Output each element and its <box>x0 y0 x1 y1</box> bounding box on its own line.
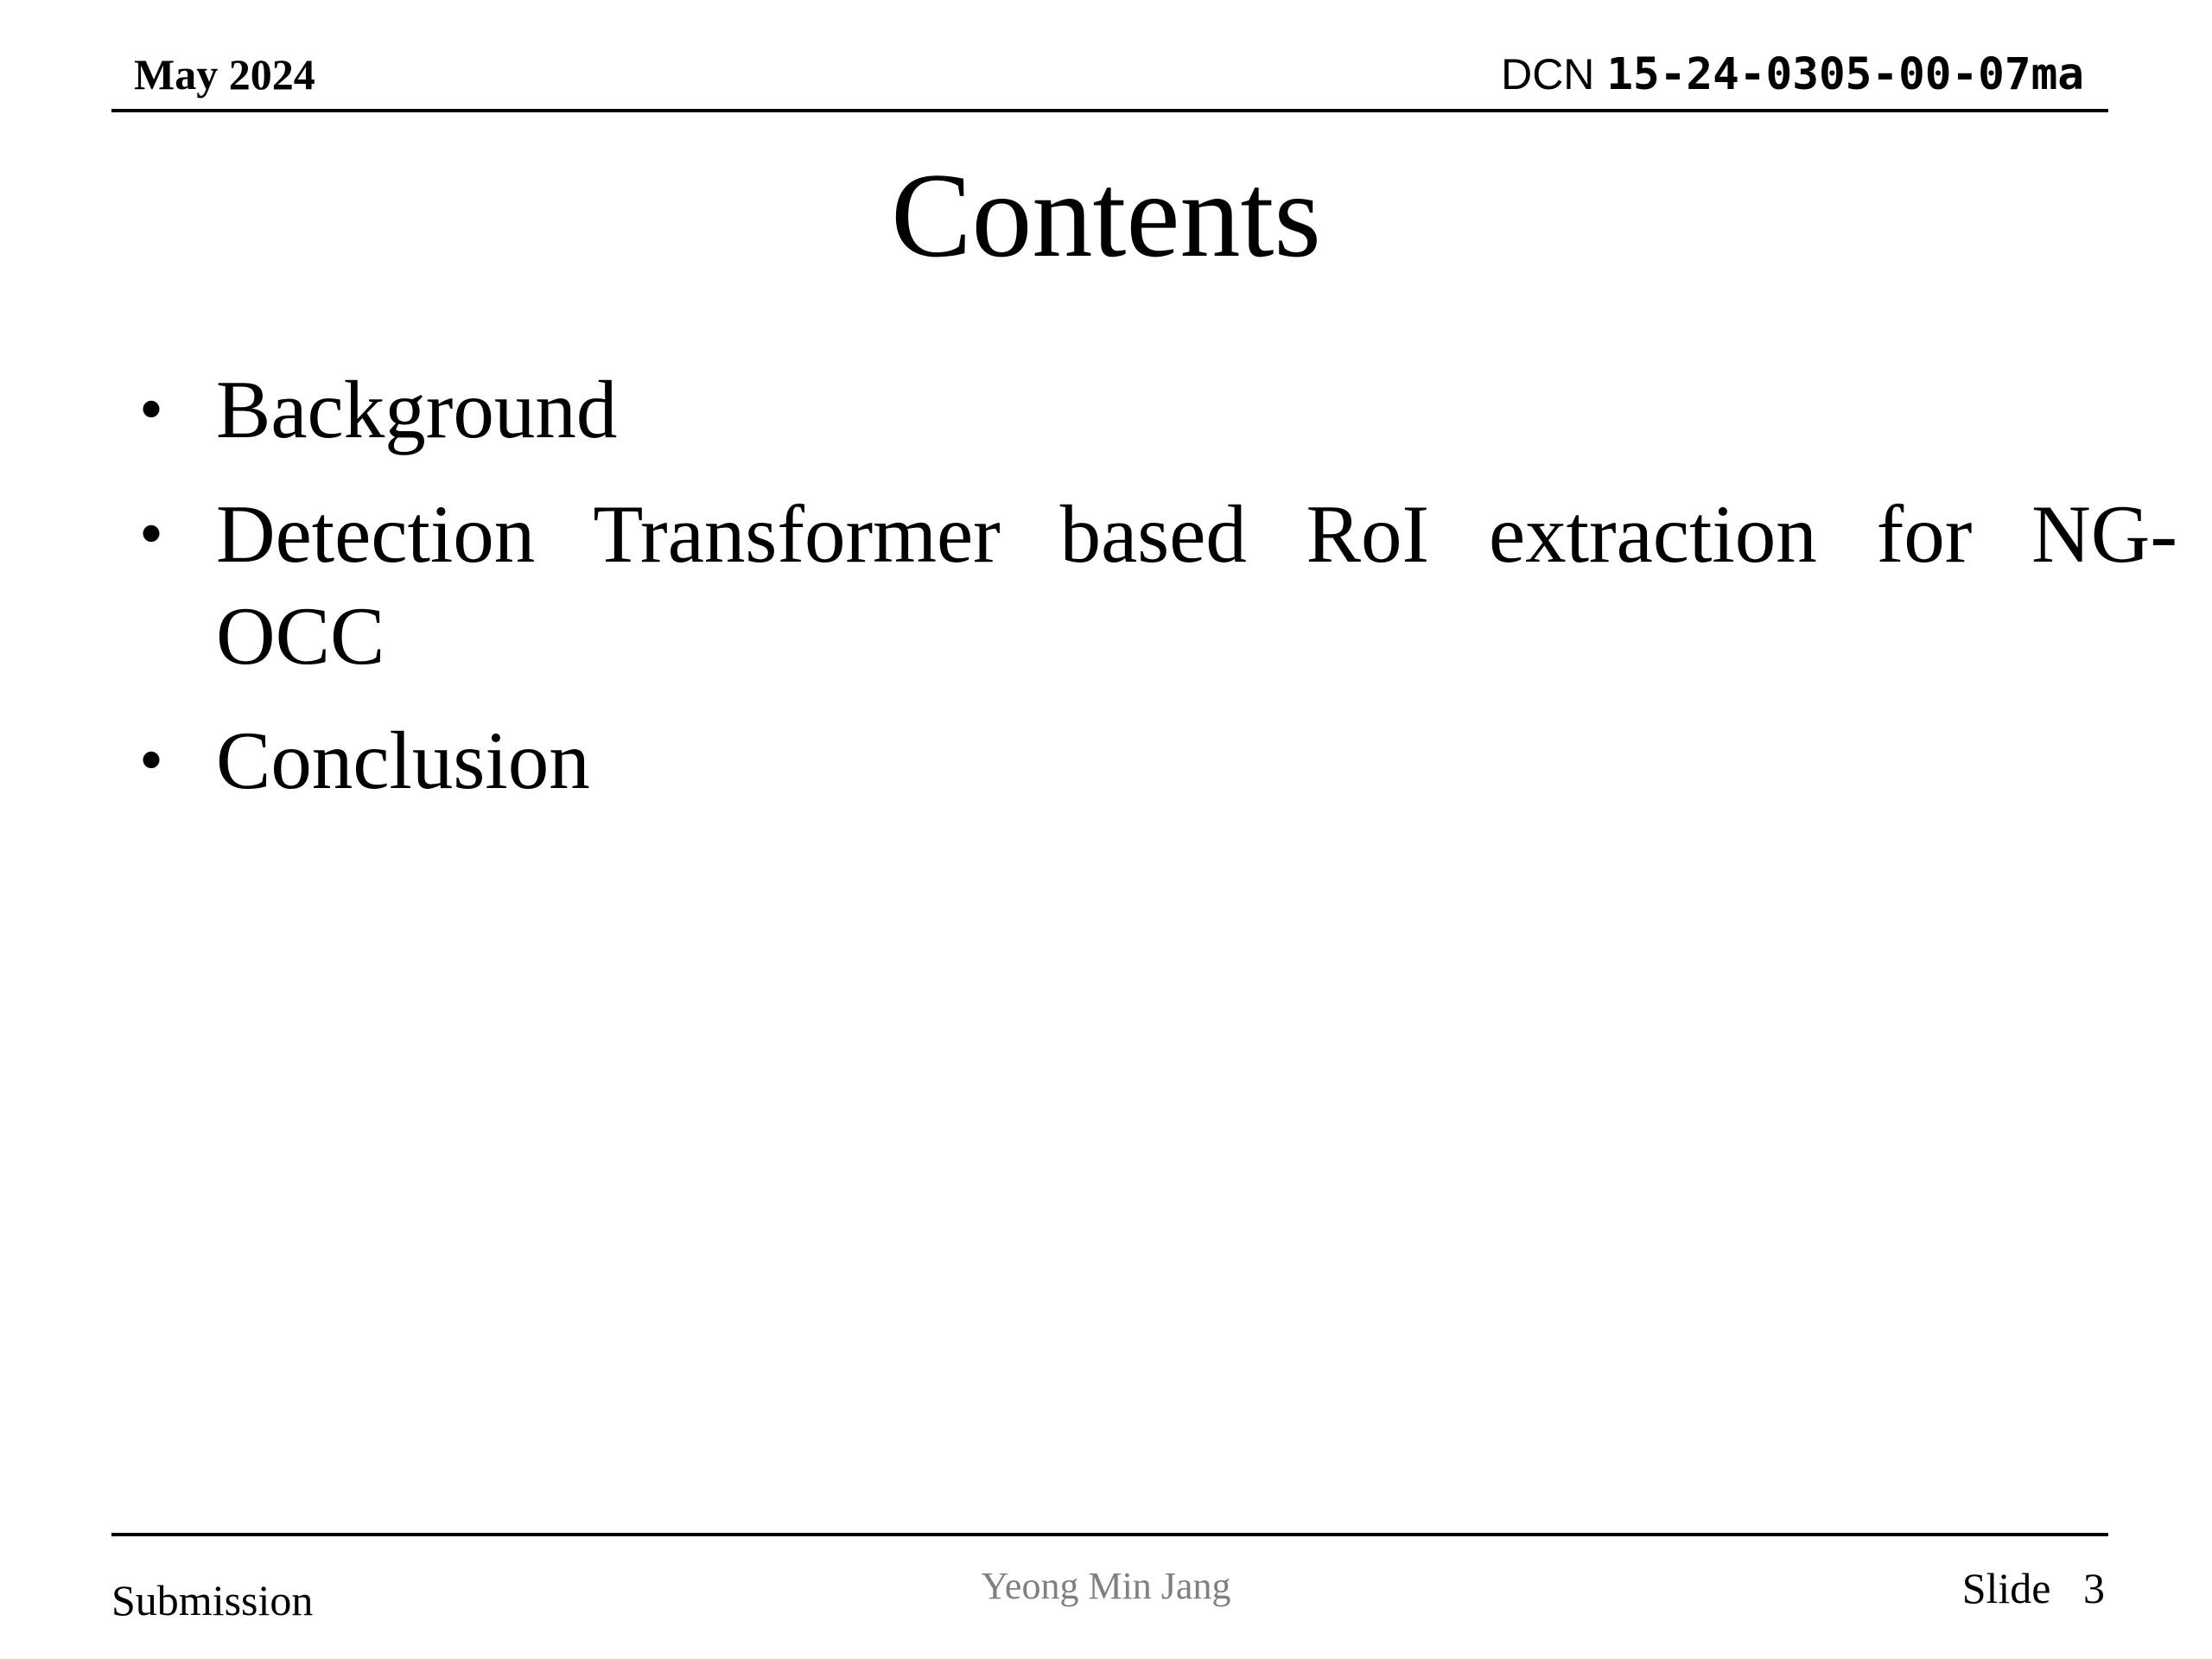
footer-author: Yeong Min Jang <box>981 1565 1231 1607</box>
bullet-item <box>130 359 2177 461</box>
header-divider <box>111 109 2108 112</box>
slide-number <box>1962 1562 2105 1614</box>
dcn-number: 15-24-0305-00-07ma <box>1606 49 2084 100</box>
bullet-item <box>130 709 2177 811</box>
header-date: May 2024 <box>134 50 315 99</box>
bullet-dot-icon: • <box>138 722 163 798</box>
bullet-text: Detection Transformer based RoI extraction for NG-OCC <box>216 488 2177 682</box>
slide-title: Contents <box>891 149 1321 283</box>
bullet-item <box>130 483 2177 687</box>
bullet-dot-icon: • <box>138 496 163 572</box>
footer-divider <box>111 1533 2108 1536</box>
document-control-number <box>1501 47 2084 103</box>
bullet-list <box>130 359 2177 834</box>
slide-label: Slide <box>1961 1564 2051 1612</box>
bullet-text: Background <box>216 364 618 455</box>
bullet-text: Conclusion <box>216 715 590 806</box>
dcn-label: DCN <box>1501 50 1607 99</box>
footer-submission: Submission <box>111 1576 314 1624</box>
slide-number-value: 3 <box>2083 1564 2105 1612</box>
bullet-dot-icon: • <box>138 372 163 448</box>
